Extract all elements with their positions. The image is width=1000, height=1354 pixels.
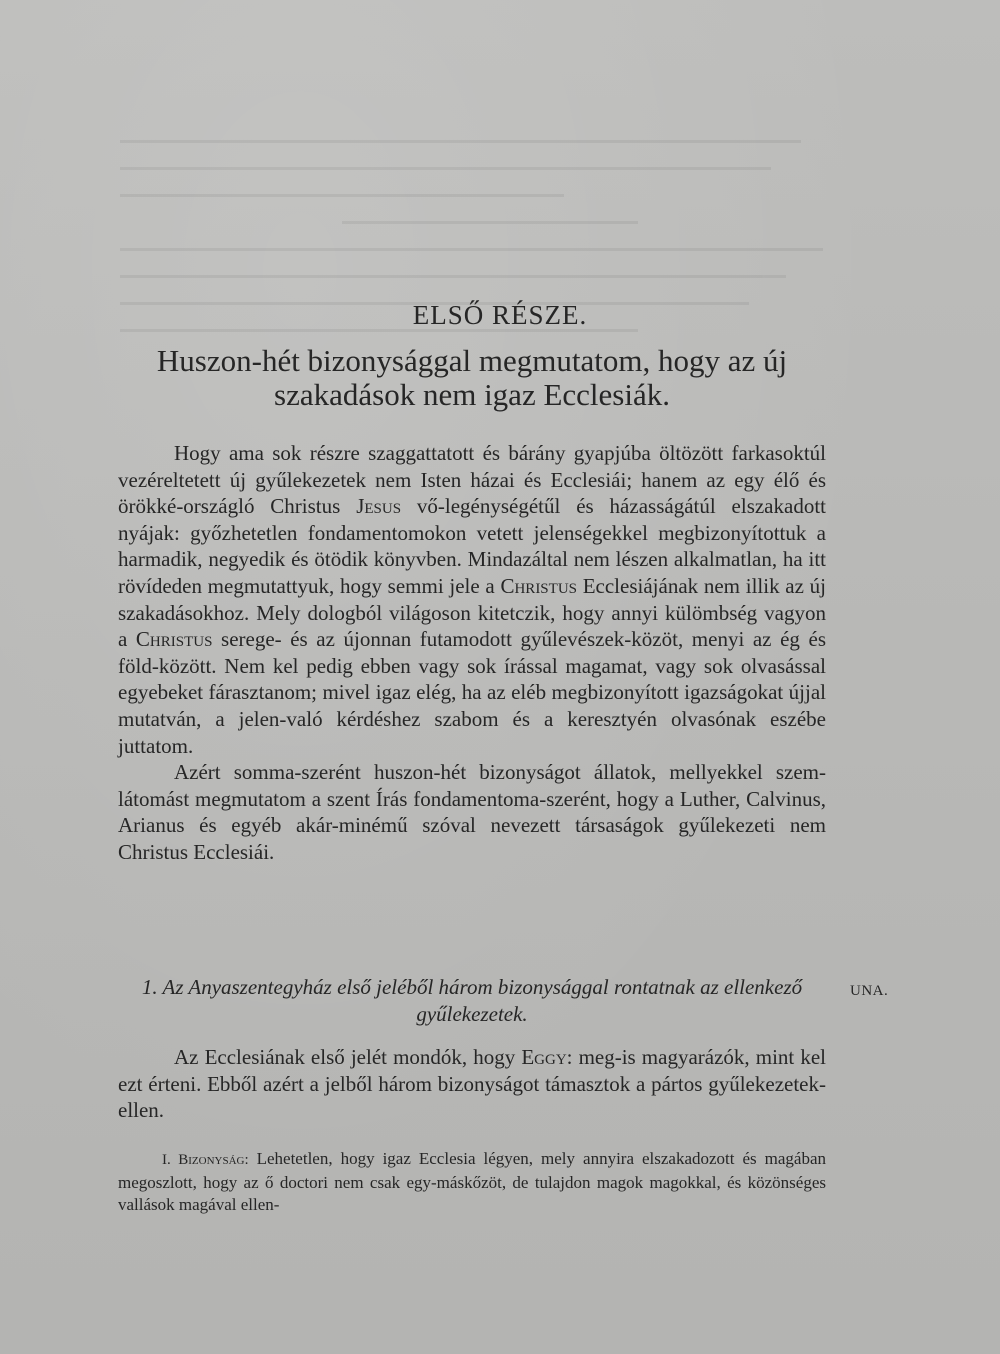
paragraph-2: Azért somma-szerént huszon-hét bizonyságot állatok, mellyekkel szem-látomást megmutatom a szent Írás fondamentoma-szerént, hogy a Luther, Calvinus, Arianus és egyéb akár-minémű szóval nevezett társaságok gyűlekezeti nem Christus Ecclesiái. <box>118 760 826 864</box>
paragraph-4: I. Bizonyság: Lehetetlen, hogy igaz Ecclesia légyen, mely annyira elszakadozott és magában megoszlott, hogy az ő doctori nem csak egy-máskőzöt, de tulajdon magok magokkal, és közönséges vallások magával ellen- <box>118 1149 826 1214</box>
chapter-heading: Huszon-hét bizonysággal megmutatom, hogy az új szakadások nem igaz Ecclesiák. <box>156 343 788 412</box>
name-christus: Christus <box>135 627 213 652</box>
margin-note: UNA. <box>850 983 889 999</box>
bizonysag-label: I. Bizonyság: <box>162 1152 249 1168</box>
name-jesus: Jesus <box>356 494 402 519</box>
subheading: 1. Az Anyaszentegyház első jeléből három bizonysággal rontatnak az ellenkező gyűlekezetek. <box>141 975 803 1026</box>
section-title: ELSŐ RÉSZE. <box>412 300 588 330</box>
section-text <box>118 1044 826 1124</box>
word-eggy: Eggy <box>521 1045 567 1069</box>
name-christus: Christus <box>500 573 577 598</box>
small-text <box>118 1148 826 1217</box>
main-text <box>118 440 826 866</box>
paragraph-3: Az Ecclesiának első jelét mondók, hogy Eggy: meg-is magyarázók, mint kel ezt érteni. Ebből azért a jelből három bizonyságot támasztok a pártos gyűlekezetek-ellen. <box>118 1045 826 1123</box>
paragraph-1: Hogy ama sok részre szaggattatott és bárány gyapjúba öltözött farkasoktúl vezéreltetett új gyűlekezetek nem Isten házai és Ecclesiái; hanem az egy élő és örökké-országló Christus Jesus vő-legénységétűl és házasságátúl elszakadott nyájak: győzhetetlen fondamentomokon vetett jelenségekkel megbizonyítottuk a harmadik, negyedik és ötödik könyvben. Mindazáltal nem lészen alkalmatlan, ha itt rövídeden megmutattyuk, hogy semmi jele a Christus Ecclesiájának nem illik az új szakadásokhoz. Mely dologból világoson kitetczik, hogy annyi külömbség vagyon a Christus serege- és az újonnan futamodott gyűlevészek-közöt, menyi az ég és föld-között. Nem kel pedig ebben vagy sok írással magamat, vagy sok olvasással egyebeket fárasztanom; mivel igaz elég, ha az eléb megbizonyított igazságokat újjal mutatván, a jelen-való kérdéshez szabom és a keresztyén olvasónak eszébe juttatom. <box>118 441 826 758</box>
